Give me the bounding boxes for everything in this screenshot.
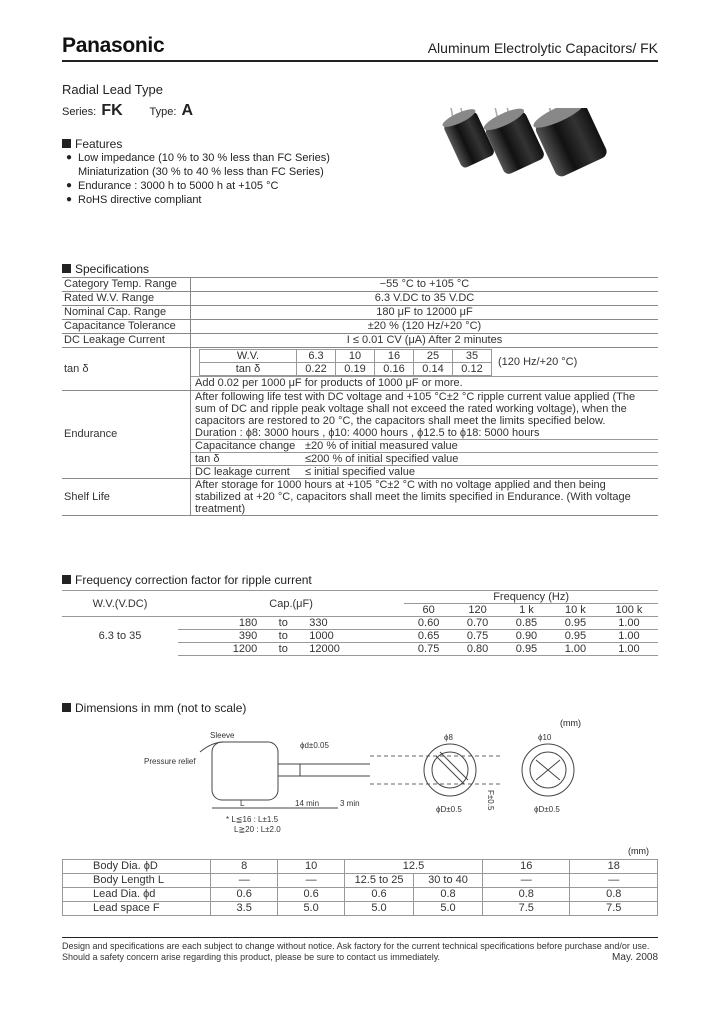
table-cell: 0.75 bbox=[453, 630, 502, 643]
footer-line: Design and specifications are each subject to change without notice. Ask factory for the current technical specifications before purchase and/or use. bbox=[62, 941, 650, 951]
table-cell: 1.00 bbox=[600, 643, 658, 656]
square-bullet-icon bbox=[62, 703, 71, 712]
table-cell: 1.00 bbox=[600, 617, 658, 630]
wv-cell: 25 bbox=[414, 350, 453, 363]
spec-value: −55 °C to +105 °C bbox=[191, 278, 659, 292]
footer-line: Should a safety concern arise regarding this product, please be sure to contact us immediately. bbox=[62, 952, 441, 962]
spec-row-endurance bbox=[62, 391, 658, 479]
table-cell: 1200 bbox=[178, 643, 261, 656]
dimension-drawing bbox=[140, 726, 610, 836]
series-line bbox=[62, 102, 193, 120]
table-cell: Body Dia. ϕD bbox=[63, 860, 211, 874]
table-cell: to bbox=[261, 617, 305, 630]
table-cell: — bbox=[482, 874, 570, 888]
spec-row-shelf-life bbox=[62, 479, 658, 516]
tan-condition: (120 Hz/+20 °C) bbox=[498, 356, 578, 368]
table-row bbox=[63, 902, 658, 916]
f-label: F±0.5 bbox=[486, 790, 495, 811]
table-row bbox=[63, 874, 658, 888]
lead-dia-label: ϕd±0.05 bbox=[300, 741, 329, 750]
wv-label: W.V. bbox=[200, 350, 297, 363]
spec-row bbox=[62, 278, 658, 292]
spec-value: 6.3 V.DC to 35 V.DC bbox=[191, 292, 659, 306]
features-heading: Features bbox=[62, 137, 122, 151]
d10-label: ϕ10 bbox=[538, 733, 552, 742]
document-title: Aluminum Electrolytic Capacitors/ FK bbox=[427, 40, 658, 56]
endurance-duration: Duration : ϕ8: 3000 hours , ϕ10: 4000 hours , ϕ12.5 to ϕ18: 5000 hours bbox=[195, 427, 540, 439]
spec-label: DC Leakage Current bbox=[62, 334, 191, 348]
specifications-heading: Specifications bbox=[62, 262, 149, 276]
table-cell: 0.85 bbox=[502, 617, 551, 630]
table-cell: 390 bbox=[178, 630, 261, 643]
endurance-item: tan δ ≤200 % of initial specified value bbox=[191, 452, 658, 465]
d8-label: ϕ8 bbox=[444, 733, 453, 742]
table-cell: 0.95 bbox=[551, 630, 600, 643]
series-label: Series: bbox=[62, 106, 97, 118]
table-cell: 0.95 bbox=[551, 617, 600, 630]
table-cell: 0.8 bbox=[570, 888, 658, 902]
d-label-2: ϕD±0.5 bbox=[534, 805, 560, 814]
table-cell: 330 bbox=[305, 617, 404, 630]
table-cell: 12000 bbox=[305, 643, 404, 656]
spec-label: tan δ bbox=[62, 348, 191, 391]
footer-note bbox=[62, 941, 649, 963]
table-cell: 0.65 bbox=[404, 630, 453, 643]
series-value: FK bbox=[101, 102, 123, 119]
spec-value: I ≤ 0.01 CV (μA) After 2 minutes bbox=[191, 334, 659, 348]
table-cell: to bbox=[261, 643, 305, 656]
table-cell: 0.70 bbox=[453, 617, 502, 630]
capacitor-small bbox=[436, 108, 496, 169]
table-cell: 16 bbox=[482, 860, 570, 874]
wv-value: 6.3 to 35 bbox=[62, 617, 178, 656]
table-row bbox=[200, 350, 492, 363]
table bbox=[62, 277, 658, 516]
table-cell: 8 bbox=[211, 860, 278, 874]
table-cell: 3.5 bbox=[211, 902, 278, 916]
wv-cell: 16 bbox=[375, 350, 414, 363]
endurance-text: After following life test with DC voltage and +105 °C±2 °C ripple current value applied (The sum of DC and ripple peak voltage shall not exceed the rated working voltage), when the capacitors are restored to 20 °C, the capacitors shall meet the limits specified below. bbox=[195, 391, 636, 427]
spec-value: ±20 % (120 Hz/+20 °C) bbox=[191, 320, 659, 334]
frequency-heading: Frequency correction factor for ripple current bbox=[62, 573, 312, 587]
tan-cell: 0.22 bbox=[297, 363, 336, 376]
frequency-table bbox=[62, 590, 658, 656]
feature-item: Miniaturization (30 % to 40 % less than FC Series) bbox=[78, 166, 324, 178]
table-cell: Lead Dia. ϕd bbox=[63, 888, 211, 902]
freq-cell: 60 bbox=[404, 604, 453, 617]
table bbox=[62, 859, 658, 916]
table-cell: 0.60 bbox=[404, 617, 453, 630]
square-bullet-icon bbox=[62, 139, 71, 148]
table-cell: 30 to 40 bbox=[414, 874, 483, 888]
table-cell: — bbox=[211, 874, 278, 888]
tan-cell: 0.19 bbox=[336, 363, 375, 376]
tan-cell: 0.14 bbox=[414, 363, 453, 376]
table-row bbox=[63, 860, 658, 874]
tolerance-b: L≧20 : L±2.0 bbox=[234, 825, 281, 834]
brand-logo: Panasonic bbox=[62, 34, 165, 57]
table-cell: 5.0 bbox=[345, 902, 414, 916]
spec-label: Shelf Life bbox=[62, 479, 191, 516]
table-cell: 0.75 bbox=[404, 643, 453, 656]
table-cell: 0.90 bbox=[502, 630, 551, 643]
table-cell: 0.6 bbox=[211, 888, 278, 902]
sleeve-label: Sleeve bbox=[210, 731, 235, 740]
tan-note: Add 0.02 per 1000 μF for products of 1000 μF or more. bbox=[191, 376, 658, 390]
table-cell: 0.80 bbox=[453, 643, 502, 656]
spec-label: Nominal Cap. Range bbox=[62, 306, 191, 320]
feature-item: ● Endurance : 3000 h to 5000 h at +105 °C bbox=[66, 179, 330, 193]
table-cell: 7.5 bbox=[482, 902, 570, 916]
table-cell: 12.5 bbox=[345, 860, 483, 874]
feature-item: ● RoHS directive compliant bbox=[66, 193, 330, 207]
table-cell: 5.0 bbox=[414, 902, 483, 916]
wv-cell: 10 bbox=[336, 350, 375, 363]
dimensions-table bbox=[62, 859, 658, 916]
freq-cell: 1 k bbox=[502, 604, 551, 617]
spec-row bbox=[62, 334, 658, 348]
spec-label: Category Temp. Range bbox=[62, 278, 191, 292]
table-cell: — bbox=[570, 874, 658, 888]
table-cell: 180 bbox=[178, 617, 261, 630]
table-cell bbox=[191, 391, 659, 479]
freq-cell: 120 bbox=[453, 604, 502, 617]
spec-row bbox=[62, 320, 658, 334]
table-cell: 10 bbox=[278, 860, 345, 874]
table-row bbox=[62, 591, 658, 604]
freq-cell: 10 k bbox=[551, 604, 600, 617]
spec-label: Endurance bbox=[62, 391, 191, 479]
spec-label: Capacitance Tolerance bbox=[62, 320, 191, 334]
type-value: A bbox=[181, 102, 194, 119]
tolerance-a: * L≦16 : L±1.5 bbox=[226, 815, 279, 824]
frequency-header: Frequency (Hz) bbox=[404, 591, 658, 604]
dimensions-heading: Dimensions in mm (not to scale) bbox=[62, 701, 246, 715]
table-cell: 12.5 to 25 bbox=[345, 874, 414, 888]
spec-row bbox=[62, 292, 658, 306]
endurance-item: Capacitance change ±20 % of initial measured value bbox=[191, 439, 658, 452]
capacitor-product-photo bbox=[436, 108, 626, 194]
capacitor-body-outline bbox=[212, 742, 278, 800]
table-cell: Body Length L bbox=[63, 874, 211, 888]
table-cell: — bbox=[278, 874, 345, 888]
min3-label: 3 min bbox=[340, 799, 360, 808]
table-cell: 18 bbox=[570, 860, 658, 874]
table-cell: 0.8 bbox=[482, 888, 570, 902]
table-cell: 0.6 bbox=[278, 888, 345, 902]
unit-label-table: (mm) bbox=[628, 846, 649, 856]
tan-delta-table bbox=[199, 349, 492, 376]
specifications-table bbox=[62, 277, 658, 516]
square-bullet-icon bbox=[62, 264, 71, 273]
table-cell: 1000 bbox=[305, 630, 404, 643]
page-subtitle: Radial Lead Type bbox=[62, 82, 163, 97]
endurance-item: DC leakage current ≤ initial specified value bbox=[191, 465, 658, 478]
table-cell: 7.5 bbox=[570, 902, 658, 916]
table-cell: 5.0 bbox=[278, 902, 345, 916]
pressure-relief-label: Pressure relief bbox=[144, 757, 196, 766]
tan-cell: 0.16 bbox=[375, 363, 414, 376]
header-rule bbox=[62, 60, 658, 62]
table-cell: 0.95 bbox=[502, 643, 551, 656]
table-cell: 1.00 bbox=[600, 630, 658, 643]
wv-cell: 35 bbox=[453, 350, 492, 363]
length-label: L bbox=[240, 799, 245, 808]
feature-item: ● Low impedance (10 % to 30 % less than FC Series) bbox=[66, 151, 330, 165]
table-cell: to bbox=[261, 630, 305, 643]
wv-header: W.V.(V.DC) bbox=[62, 591, 178, 617]
spec-value: 180 μF to 12000 μF bbox=[191, 306, 659, 320]
table-cell: 1.00 bbox=[551, 643, 600, 656]
freq-cell: 100 k bbox=[600, 604, 658, 617]
tan-label: tan δ bbox=[200, 363, 297, 376]
features-list bbox=[66, 151, 330, 207]
table-cell: Lead space F bbox=[63, 902, 211, 916]
table-cell: 0.6 bbox=[345, 888, 414, 902]
d-label-1: ϕD±0.5 bbox=[436, 805, 462, 814]
table-row bbox=[63, 888, 658, 902]
spec-row-tan-delta bbox=[62, 348, 658, 391]
square-bullet-icon bbox=[62, 575, 71, 584]
table-cell: 0.8 bbox=[414, 888, 483, 902]
table-cell bbox=[191, 348, 659, 391]
footer-rule bbox=[62, 937, 658, 938]
footer-date: May. 2008 bbox=[612, 952, 658, 963]
table bbox=[62, 590, 658, 656]
wv-cell: 6.3 bbox=[297, 350, 336, 363]
shelf-life-text: After storage for 1000 hours at +105 °C±2 °C with no voltage applied and then being stabilized at +20 °C, capacitors shall meet the limits specified in Endurance. (With voltage treatment) bbox=[191, 479, 659, 516]
tan-cell: 0.12 bbox=[453, 363, 492, 376]
cap-header: Cap.(μF) bbox=[178, 591, 404, 617]
min14-label: 14 min bbox=[295, 799, 320, 808]
spec-row bbox=[62, 306, 658, 320]
spec-label: Rated W.V. Range bbox=[62, 292, 191, 306]
table-row bbox=[62, 617, 658, 630]
table-row bbox=[200, 363, 492, 376]
unit-label: (mm) bbox=[560, 718, 581, 728]
type-label: Type: bbox=[149, 106, 177, 118]
